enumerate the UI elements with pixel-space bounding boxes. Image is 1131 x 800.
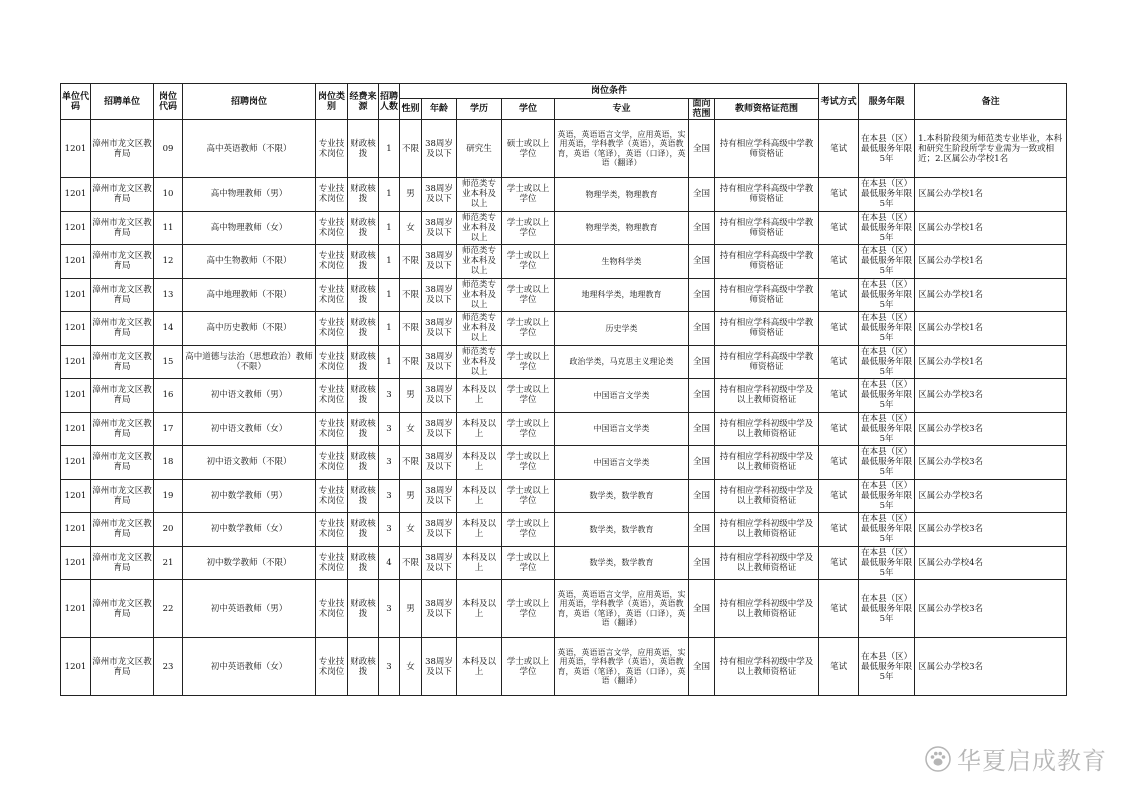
watermark-text: 华夏启成教育 <box>957 747 1107 775</box>
cell-scope: 全国 <box>689 412 715 446</box>
cell-education: 本科及以上 <box>457 479 502 513</box>
cell-education: 师范类专业本科及以上 <box>457 312 502 346</box>
header-age: 年龄 <box>422 99 457 120</box>
cell-degree: 学士或以上学位 <box>502 580 555 638</box>
cell-gender: 不限 <box>400 446 422 480</box>
header-scope: 面向范围 <box>689 99 715 120</box>
table-body <box>61 120 1067 696</box>
cell-major: 英语，英语语言文学，应用英语，实用英语，学科教学（英语），英语教育，英语（笔译），英语（口译），英语（翻译） <box>555 638 689 696</box>
cell-years: 在本县（区）最低服务年限5年 <box>859 638 915 696</box>
cell-note: 1.本科阶段须为师范类专业毕业，本科和研究生阶段所学专业需为一致或相近；2.区属公办学校1名 <box>915 120 1067 178</box>
header-post-name: 招聘岗位 <box>183 84 316 120</box>
cell-unit-code: 1201 <box>61 312 91 346</box>
recruitment-table <box>60 83 1067 696</box>
cell-post-type: 专业技术岗位 <box>316 546 348 580</box>
cell-years: 在本县（区）最低服务年限5年 <box>859 345 915 379</box>
cell-major: 生物科学类 <box>555 245 689 279</box>
cell-unit-name: 漳州市龙文区教育局 <box>91 546 154 580</box>
cell-scope: 全国 <box>689 446 715 480</box>
cell-exam: 笔试 <box>819 379 859 413</box>
cell-note: 区属公办学校4名 <box>915 546 1067 580</box>
cell-age: 38周岁及以下 <box>422 546 457 580</box>
cell-exam: 笔试 <box>819 211 859 245</box>
cell-post-code: 15 <box>154 345 183 379</box>
cell-education: 本科及以上 <box>457 580 502 638</box>
cell-years: 在本县（区）最低服务年限5年 <box>859 379 915 413</box>
cell-years: 在本县（区）最低服务年限5年 <box>859 245 915 279</box>
header-years: 服务年限 <box>859 84 915 120</box>
cell-exam: 笔试 <box>819 178 859 212</box>
cell-fund: 财政核拨 <box>348 211 379 245</box>
cell-major: 历史学类 <box>555 312 689 346</box>
cell-education: 师范类专业本科及以上 <box>457 245 502 279</box>
cell-post-code: 17 <box>154 412 183 446</box>
cell-gender: 不限 <box>400 120 422 178</box>
cell-fund: 财政核拨 <box>348 412 379 446</box>
cell-count: 3 <box>379 513 400 547</box>
cell-degree: 学士或以上学位 <box>502 412 555 446</box>
cell-count: 1 <box>379 312 400 346</box>
cell-note: 区属公办学校3名 <box>915 412 1067 446</box>
cell-unit-name: 漳州市龙文区教育局 <box>91 178 154 212</box>
cell-cert: 持有相应学科初级中学及以上教师资格证 <box>715 379 819 413</box>
cell-unit-code: 1201 <box>61 120 91 178</box>
cell-cert: 持有相应学科初级中学及以上教师资格证 <box>715 513 819 547</box>
cell-unit-code: 1201 <box>61 479 91 513</box>
cell-degree: 学士或以上学位 <box>502 211 555 245</box>
cell-unit-name: 漳州市龙文区教育局 <box>91 345 154 379</box>
cell-age: 38周岁及以下 <box>422 312 457 346</box>
cell-fund: 财政核拨 <box>348 278 379 312</box>
table-row <box>61 120 1067 178</box>
cell-degree: 学士或以上学位 <box>502 245 555 279</box>
cell-cert: 持有相应学科初级中学及以上教师资格证 <box>715 446 819 480</box>
cell-scope: 全国 <box>689 211 715 245</box>
cell-age: 38周岁及以下 <box>422 211 457 245</box>
cell-age: 38周岁及以下 <box>422 638 457 696</box>
cell-note: 区属公办学校3名 <box>915 638 1067 696</box>
watermark <box>925 741 1107 776</box>
cell-unit-code: 1201 <box>61 638 91 696</box>
cell-years: 在本县（区）最低服务年限5年 <box>859 412 915 446</box>
cell-scope: 全国 <box>689 278 715 312</box>
cell-count: 3 <box>379 580 400 638</box>
cell-unit-name: 漳州市龙文区教育局 <box>91 278 154 312</box>
cell-post-type: 专业技术岗位 <box>316 278 348 312</box>
table-row <box>61 513 1067 547</box>
cell-unit-code: 1201 <box>61 412 91 446</box>
cell-education: 本科及以上 <box>457 412 502 446</box>
cell-gender: 不限 <box>400 546 422 580</box>
header-note: 备注 <box>915 84 1067 120</box>
cell-age: 38周岁及以下 <box>422 379 457 413</box>
cell-scope: 全国 <box>689 546 715 580</box>
cell-fund: 财政核拨 <box>348 120 379 178</box>
cell-note: 区属公办学校1名 <box>915 211 1067 245</box>
cell-age: 38周岁及以下 <box>422 412 457 446</box>
cell-count: 3 <box>379 638 400 696</box>
cell-post-code: 09 <box>154 120 183 178</box>
cell-unit-code: 1201 <box>61 345 91 379</box>
cell-unit-code: 1201 <box>61 178 91 212</box>
cell-scope: 全国 <box>689 245 715 279</box>
cell-post-code: 11 <box>154 211 183 245</box>
cell-post-name: 初中英语教师（男） <box>183 580 316 638</box>
cell-post-code: 13 <box>154 278 183 312</box>
cell-age: 38周岁及以下 <box>422 120 457 178</box>
cell-gender: 不限 <box>400 278 422 312</box>
cell-post-name: 初中语文教师（女） <box>183 412 316 446</box>
cell-major: 数学类，数学教育 <box>555 546 689 580</box>
cell-post-name: 高中道德与法治（思想政治）教师（不限） <box>183 345 316 379</box>
cell-note: 区属公办学校1名 <box>915 178 1067 212</box>
cell-post-name: 高中生物教师（不限） <box>183 245 316 279</box>
table-row <box>61 580 1067 638</box>
cell-fund: 财政核拨 <box>348 178 379 212</box>
cell-post-type: 专业技术岗位 <box>316 479 348 513</box>
cell-post-type: 专业技术岗位 <box>316 580 348 638</box>
cell-note: 区属公办学校3名 <box>915 379 1067 413</box>
cell-gender: 女 <box>400 412 422 446</box>
cell-scope: 全国 <box>689 638 715 696</box>
cell-count: 3 <box>379 412 400 446</box>
cell-post-type: 专业技术岗位 <box>316 412 348 446</box>
cell-cert: 持有相应学科初级中学及以上教师资格证 <box>715 580 819 638</box>
cell-note: 区属公办学校3名 <box>915 513 1067 547</box>
cell-note: 区属公办学校1名 <box>915 345 1067 379</box>
table-row <box>61 446 1067 480</box>
cell-degree: 学士或以上学位 <box>502 479 555 513</box>
table-row <box>61 412 1067 446</box>
cell-count: 1 <box>379 345 400 379</box>
cell-exam: 笔试 <box>819 546 859 580</box>
cell-post-code: 19 <box>154 479 183 513</box>
table-row <box>61 312 1067 346</box>
table-row <box>61 379 1067 413</box>
cell-post-type: 专业技术岗位 <box>316 178 348 212</box>
cell-cert: 持有相应学科高级中学教师资格证 <box>715 178 819 212</box>
cell-unit-code: 1201 <box>61 446 91 480</box>
header-post-code: 岗位代码 <box>154 84 183 120</box>
cell-post-name: 高中物理教师（男） <box>183 178 316 212</box>
cell-fund: 财政核拨 <box>348 513 379 547</box>
cell-degree: 学士或以上学位 <box>502 312 555 346</box>
cell-count: 1 <box>379 178 400 212</box>
cell-major: 中国语言文学类 <box>555 446 689 480</box>
cell-scope: 全国 <box>689 513 715 547</box>
table-row <box>61 638 1067 696</box>
cell-cert: 持有相应学科高级中学教师资格证 <box>715 211 819 245</box>
cell-exam: 笔试 <box>819 278 859 312</box>
cell-count: 4 <box>379 546 400 580</box>
cell-gender: 女 <box>400 513 422 547</box>
cell-unit-name: 漳州市龙文区教育局 <box>91 446 154 480</box>
cell-major: 地理科学类，地理教育 <box>555 278 689 312</box>
cell-degree: 学士或以上学位 <box>502 278 555 312</box>
cell-scope: 全国 <box>689 345 715 379</box>
cell-scope: 全国 <box>689 120 715 178</box>
cell-exam: 笔试 <box>819 479 859 513</box>
cell-gender: 男 <box>400 580 422 638</box>
cell-scope: 全国 <box>689 580 715 638</box>
cell-gender: 不限 <box>400 245 422 279</box>
cell-unit-code: 1201 <box>61 278 91 312</box>
cell-scope: 全国 <box>689 479 715 513</box>
cell-post-name: 初中数学教师（女） <box>183 513 316 547</box>
cell-post-name: 初中语文教师（不限） <box>183 446 316 480</box>
table-row <box>61 211 1067 245</box>
table-row <box>61 546 1067 580</box>
cell-education: 师范类专业本科及以上 <box>457 345 502 379</box>
cell-years: 在本县（区）最低服务年限5年 <box>859 120 915 178</box>
header-unit-name: 招聘单位 <box>91 84 154 120</box>
cell-age: 38周岁及以下 <box>422 446 457 480</box>
cell-post-type: 专业技术岗位 <box>316 379 348 413</box>
table-row <box>61 345 1067 379</box>
cell-age: 38周岁及以下 <box>422 345 457 379</box>
cell-age: 38周岁及以下 <box>422 245 457 279</box>
cell-years: 在本县（区）最低服务年限5年 <box>859 479 915 513</box>
cell-years: 在本县（区）最低服务年限5年 <box>859 178 915 212</box>
cell-education: 本科及以上 <box>457 446 502 480</box>
cell-unit-name: 漳州市龙文区教育局 <box>91 211 154 245</box>
cell-years: 在本县（区）最低服务年限5年 <box>859 312 915 346</box>
cell-years: 在本县（区）最低服务年限5年 <box>859 211 915 245</box>
cell-exam: 笔试 <box>819 245 859 279</box>
cell-note: 区属公办学校1名 <box>915 312 1067 346</box>
cell-gender: 男 <box>400 178 422 212</box>
cell-fund: 财政核拨 <box>348 379 379 413</box>
cell-note: 区属公办学校3名 <box>915 580 1067 638</box>
cell-post-type: 专业技术岗位 <box>316 345 348 379</box>
cell-post-code: 20 <box>154 513 183 547</box>
cell-education: 本科及以上 <box>457 638 502 696</box>
cell-degree: 学士或以上学位 <box>502 178 555 212</box>
table-row <box>61 278 1067 312</box>
cell-note: 区属公办学校1名 <box>915 278 1067 312</box>
cell-gender: 男 <box>400 479 422 513</box>
cell-years: 在本县（区）最低服务年限5年 <box>859 278 915 312</box>
cell-count: 1 <box>379 211 400 245</box>
cell-unit-code: 1201 <box>61 580 91 638</box>
table-row <box>61 245 1067 279</box>
cell-exam: 笔试 <box>819 412 859 446</box>
cell-unit-name: 漳州市龙文区教育局 <box>91 379 154 413</box>
cell-major: 英语，英语语言文学，应用英语，实用英语，学科教学（英语），英语教育，英语（笔译），英语（口译），英语（翻译） <box>555 120 689 178</box>
cell-post-code: 12 <box>154 245 183 279</box>
cell-post-type: 专业技术岗位 <box>316 211 348 245</box>
table-row <box>61 479 1067 513</box>
cell-fund: 财政核拨 <box>348 345 379 379</box>
cell-note: 区属公办学校3名 <box>915 479 1067 513</box>
cell-cert: 持有相应学科初级中学及以上教师资格证 <box>715 479 819 513</box>
cell-exam: 笔试 <box>819 580 859 638</box>
cell-count: 1 <box>379 245 400 279</box>
cell-degree: 学士或以上学位 <box>502 446 555 480</box>
cell-unit-name: 漳州市龙文区教育局 <box>91 513 154 547</box>
cell-education: 师范类专业本科及以上 <box>457 211 502 245</box>
cell-unit-name: 漳州市龙文区教育局 <box>91 479 154 513</box>
cell-unit-name: 漳州市龙文区教育局 <box>91 638 154 696</box>
cell-post-name: 高中历史教师（不限） <box>183 312 316 346</box>
header-fund: 经费来源 <box>348 84 379 120</box>
cell-degree: 学士或以上学位 <box>502 638 555 696</box>
cell-gender: 女 <box>400 638 422 696</box>
cell-post-type: 专业技术岗位 <box>316 245 348 279</box>
cell-education: 本科及以上 <box>457 379 502 413</box>
cell-cert: 持有相应学科高级中学教师资格证 <box>715 278 819 312</box>
cell-cert: 持有相应学科高级中学教师资格证 <box>715 345 819 379</box>
cell-exam: 笔试 <box>819 513 859 547</box>
cell-count: 3 <box>379 479 400 513</box>
cell-years: 在本县（区）最低服务年限5年 <box>859 546 915 580</box>
cell-degree: 学士或以上学位 <box>502 513 555 547</box>
cell-post-type: 专业技术岗位 <box>316 312 348 346</box>
cell-exam: 笔试 <box>819 312 859 346</box>
cell-count: 3 <box>379 446 400 480</box>
cell-degree: 学士或以上学位 <box>502 345 555 379</box>
cell-exam: 笔试 <box>819 446 859 480</box>
cell-cert: 持有相应学科初级中学及以上教师资格证 <box>715 638 819 696</box>
cell-scope: 全国 <box>689 379 715 413</box>
cell-gender: 不限 <box>400 312 422 346</box>
cell-education: 师范类专业本科及以上 <box>457 178 502 212</box>
cell-age: 38周岁及以下 <box>422 513 457 547</box>
header-gender: 性别 <box>400 99 422 120</box>
cell-unit-name: 漳州市龙文区教育局 <box>91 312 154 346</box>
cell-post-name: 初中数学教师（不限） <box>183 546 316 580</box>
cell-fund: 财政核拨 <box>348 312 379 346</box>
cell-age: 38周岁及以下 <box>422 580 457 638</box>
cell-unit-name: 漳州市龙文区教育局 <box>91 412 154 446</box>
header-cert: 教师资格证范围 <box>715 99 819 120</box>
cell-unit-code: 1201 <box>61 211 91 245</box>
cell-cert: 持有相应学科初级中学及以上教师资格证 <box>715 412 819 446</box>
cell-unit-code: 1201 <box>61 379 91 413</box>
cell-post-type: 专业技术岗位 <box>316 446 348 480</box>
cell-scope: 全国 <box>689 312 715 346</box>
cell-exam: 笔试 <box>819 345 859 379</box>
cell-post-code: 23 <box>154 638 183 696</box>
cell-count: 3 <box>379 379 400 413</box>
cell-unit-name: 漳州市龙文区教育局 <box>91 245 154 279</box>
cell-post-name: 高中地理教师（不限） <box>183 278 316 312</box>
cell-post-name: 初中英语教师（女） <box>183 638 316 696</box>
cell-unit-code: 1201 <box>61 513 91 547</box>
cell-degree: 学士或以上学位 <box>502 379 555 413</box>
cell-post-type: 专业技术岗位 <box>316 513 348 547</box>
cell-count: 1 <box>379 278 400 312</box>
cell-unit-code: 1201 <box>61 546 91 580</box>
cell-fund: 财政核拨 <box>348 580 379 638</box>
cell-unit-name: 漳州市龙文区教育局 <box>91 580 154 638</box>
cell-years: 在本县（区）最低服务年限5年 <box>859 580 915 638</box>
header-degree: 学位 <box>502 99 555 120</box>
header-exam: 考试方式 <box>819 84 859 120</box>
cell-note: 区属公办学校1名 <box>915 245 1067 279</box>
cell-major: 政治学类，马克思主义理论类 <box>555 345 689 379</box>
cell-major: 数学类，数学教育 <box>555 513 689 547</box>
cell-scope: 全国 <box>689 178 715 212</box>
cell-degree: 硕士或以上学位 <box>502 120 555 178</box>
cell-education: 本科及以上 <box>457 546 502 580</box>
cell-post-name: 高中物理教师（女） <box>183 211 316 245</box>
cell-fund: 财政核拨 <box>348 479 379 513</box>
cell-education: 师范类专业本科及以上 <box>457 278 502 312</box>
header-post-type: 岗位类别 <box>316 84 348 120</box>
cell-education: 本科及以上 <box>457 513 502 547</box>
cell-post-code: 16 <box>154 379 183 413</box>
cell-exam: 笔试 <box>819 638 859 696</box>
cell-count: 1 <box>379 120 400 178</box>
cell-fund: 财政核拨 <box>348 245 379 279</box>
paw-icon <box>925 746 951 772</box>
cell-gender: 不限 <box>400 345 422 379</box>
cell-cert: 持有相应学科初级中学及以上教师资格证 <box>715 546 819 580</box>
cell-gender: 男 <box>400 379 422 413</box>
header-education: 学历 <box>457 99 502 120</box>
cell-cert: 持有相应学科高级中学教师资格证 <box>715 245 819 279</box>
cell-age: 38周岁及以下 <box>422 278 457 312</box>
cell-post-code: 22 <box>154 580 183 638</box>
cell-post-code: 21 <box>154 546 183 580</box>
cell-fund: 财政核拨 <box>348 546 379 580</box>
cell-education: 研究生 <box>457 120 502 178</box>
cell-major: 中国语言文学类 <box>555 379 689 413</box>
cell-age: 38周岁及以下 <box>422 178 457 212</box>
cell-post-code: 18 <box>154 446 183 480</box>
header-conditions: 岗位条件 <box>400 84 819 99</box>
cell-major: 物理学类，物理教育 <box>555 178 689 212</box>
cell-major: 物理学类，物理教育 <box>555 211 689 245</box>
cell-fund: 财政核拨 <box>348 638 379 696</box>
cell-note: 区属公办学校3名 <box>915 446 1067 480</box>
cell-age: 38周岁及以下 <box>422 479 457 513</box>
cell-major: 数学类，数学教育 <box>555 479 689 513</box>
cell-cert: 持有相应学科高级中学教师资格证 <box>715 312 819 346</box>
cell-degree: 学士或以上学位 <box>502 546 555 580</box>
cell-years: 在本县（区）最低服务年限5年 <box>859 446 915 480</box>
cell-post-name: 高中英语教师（不限） <box>183 120 316 178</box>
cell-post-code: 14 <box>154 312 183 346</box>
cell-unit-code: 1201 <box>61 245 91 279</box>
table-header <box>61 84 1067 120</box>
cell-unit-name: 漳州市龙文区教育局 <box>91 120 154 178</box>
cell-gender: 女 <box>400 211 422 245</box>
cell-post-code: 10 <box>154 178 183 212</box>
cell-exam: 笔试 <box>819 120 859 178</box>
cell-post-name: 初中数学教师（男） <box>183 479 316 513</box>
header-count: 招聘人数 <box>379 84 400 120</box>
cell-post-type: 专业技术岗位 <box>316 120 348 178</box>
cell-major: 英语，英语语言文学，应用英语，实用英语，学科教学（英语），英语教育，英语（笔译），英语（口译），英语（翻译） <box>555 580 689 638</box>
cell-major: 中国语言文学类 <box>555 412 689 446</box>
cell-years: 在本县（区）最低服务年限5年 <box>859 513 915 547</box>
header-major: 专业 <box>555 99 689 120</box>
cell-post-type: 专业技术岗位 <box>316 638 348 696</box>
cell-cert: 持有相应学科高级中学教师资格证 <box>715 120 819 178</box>
cell-post-name: 初中语文教师（男） <box>183 379 316 413</box>
header-unit-code: 单位代码 <box>61 84 91 120</box>
table-row <box>61 178 1067 212</box>
cell-fund: 财政核拨 <box>348 446 379 480</box>
